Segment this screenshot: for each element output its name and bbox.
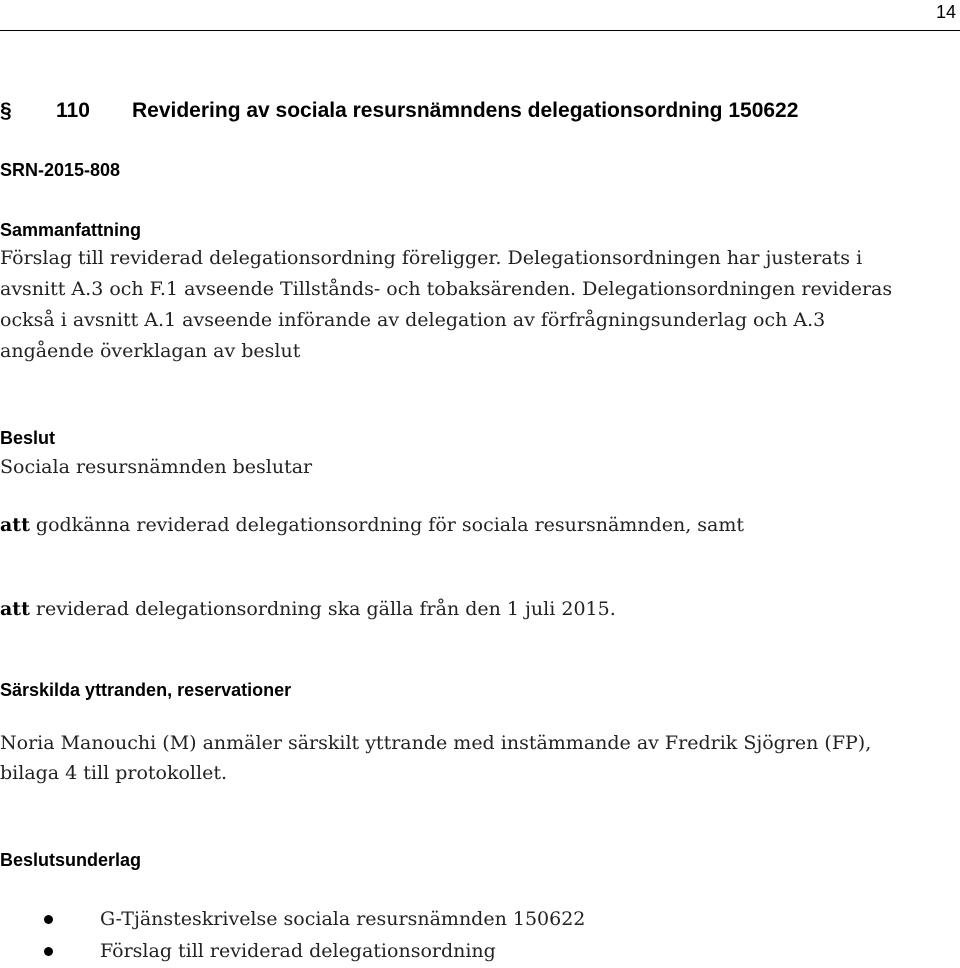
decision-clause <box>0 510 744 542</box>
summary-line: också i avsnitt A.1 avseende införande av delegation av förfrågningsunderlag och A.3 <box>0 309 826 331</box>
statement-line: bilaga 4 till protokollet. <box>0 762 227 784</box>
basis-item-label: G-Tjänsteskrivelse sociala resursnämnden 150622 <box>100 908 586 930</box>
basis-heading: Beslutsunderlag <box>0 850 142 870</box>
summary-line: angående överklagan av beslut <box>0 340 301 362</box>
basis-list <box>0 903 585 967</box>
summary-line: avsnitt A.3 och F.1 avseende Tillstånds- och tobaksärenden. Delegationsordningen revideras <box>0 278 893 300</box>
clause-keyword: att <box>0 598 30 620</box>
statement-line: Noria Manouchi (M) anmäler särskilt yttrande med instämmande av Fredrik Sjögren (FP), <box>0 732 872 754</box>
item-heading <box>0 97 798 125</box>
basis-item-label: Förslag till reviderad delegationsordning <box>100 940 496 962</box>
list-item <box>0 903 585 935</box>
decision-clause <box>0 594 616 626</box>
decision-intro: Sociala resursnämnden beslutar <box>0 456 313 478</box>
clause-text: reviderad delegationsordning ska gälla från den 1 juli 2015. <box>29 598 616 620</box>
list-item <box>0 935 585 967</box>
statements-heading: Särskilda yttranden, reservationer <box>0 680 292 700</box>
bullet-icon <box>44 947 53 956</box>
case-id: SRN-2015-808 <box>0 160 121 180</box>
summary-heading: Sammanfattning <box>0 220 142 240</box>
clause-text: godkänna reviderad delegationsordning för sociala resursnämnden, samt <box>29 514 744 536</box>
summary-line: Förslag till reviderad delegationsordning föreligger. Delegationsordningen har justerats i <box>0 247 863 269</box>
bullet-icon <box>44 915 53 924</box>
clause-keyword: att <box>0 514 30 536</box>
decision-heading: Beslut <box>0 428 56 448</box>
item-number: 110 <box>56 99 90 122</box>
page-number: 14 <box>935 2 956 22</box>
header-rule <box>0 30 960 31</box>
item-title: Revidering av sociala resursnämndens delegationsordning 150622 <box>132 99 799 122</box>
section-sign: § <box>0 99 12 122</box>
